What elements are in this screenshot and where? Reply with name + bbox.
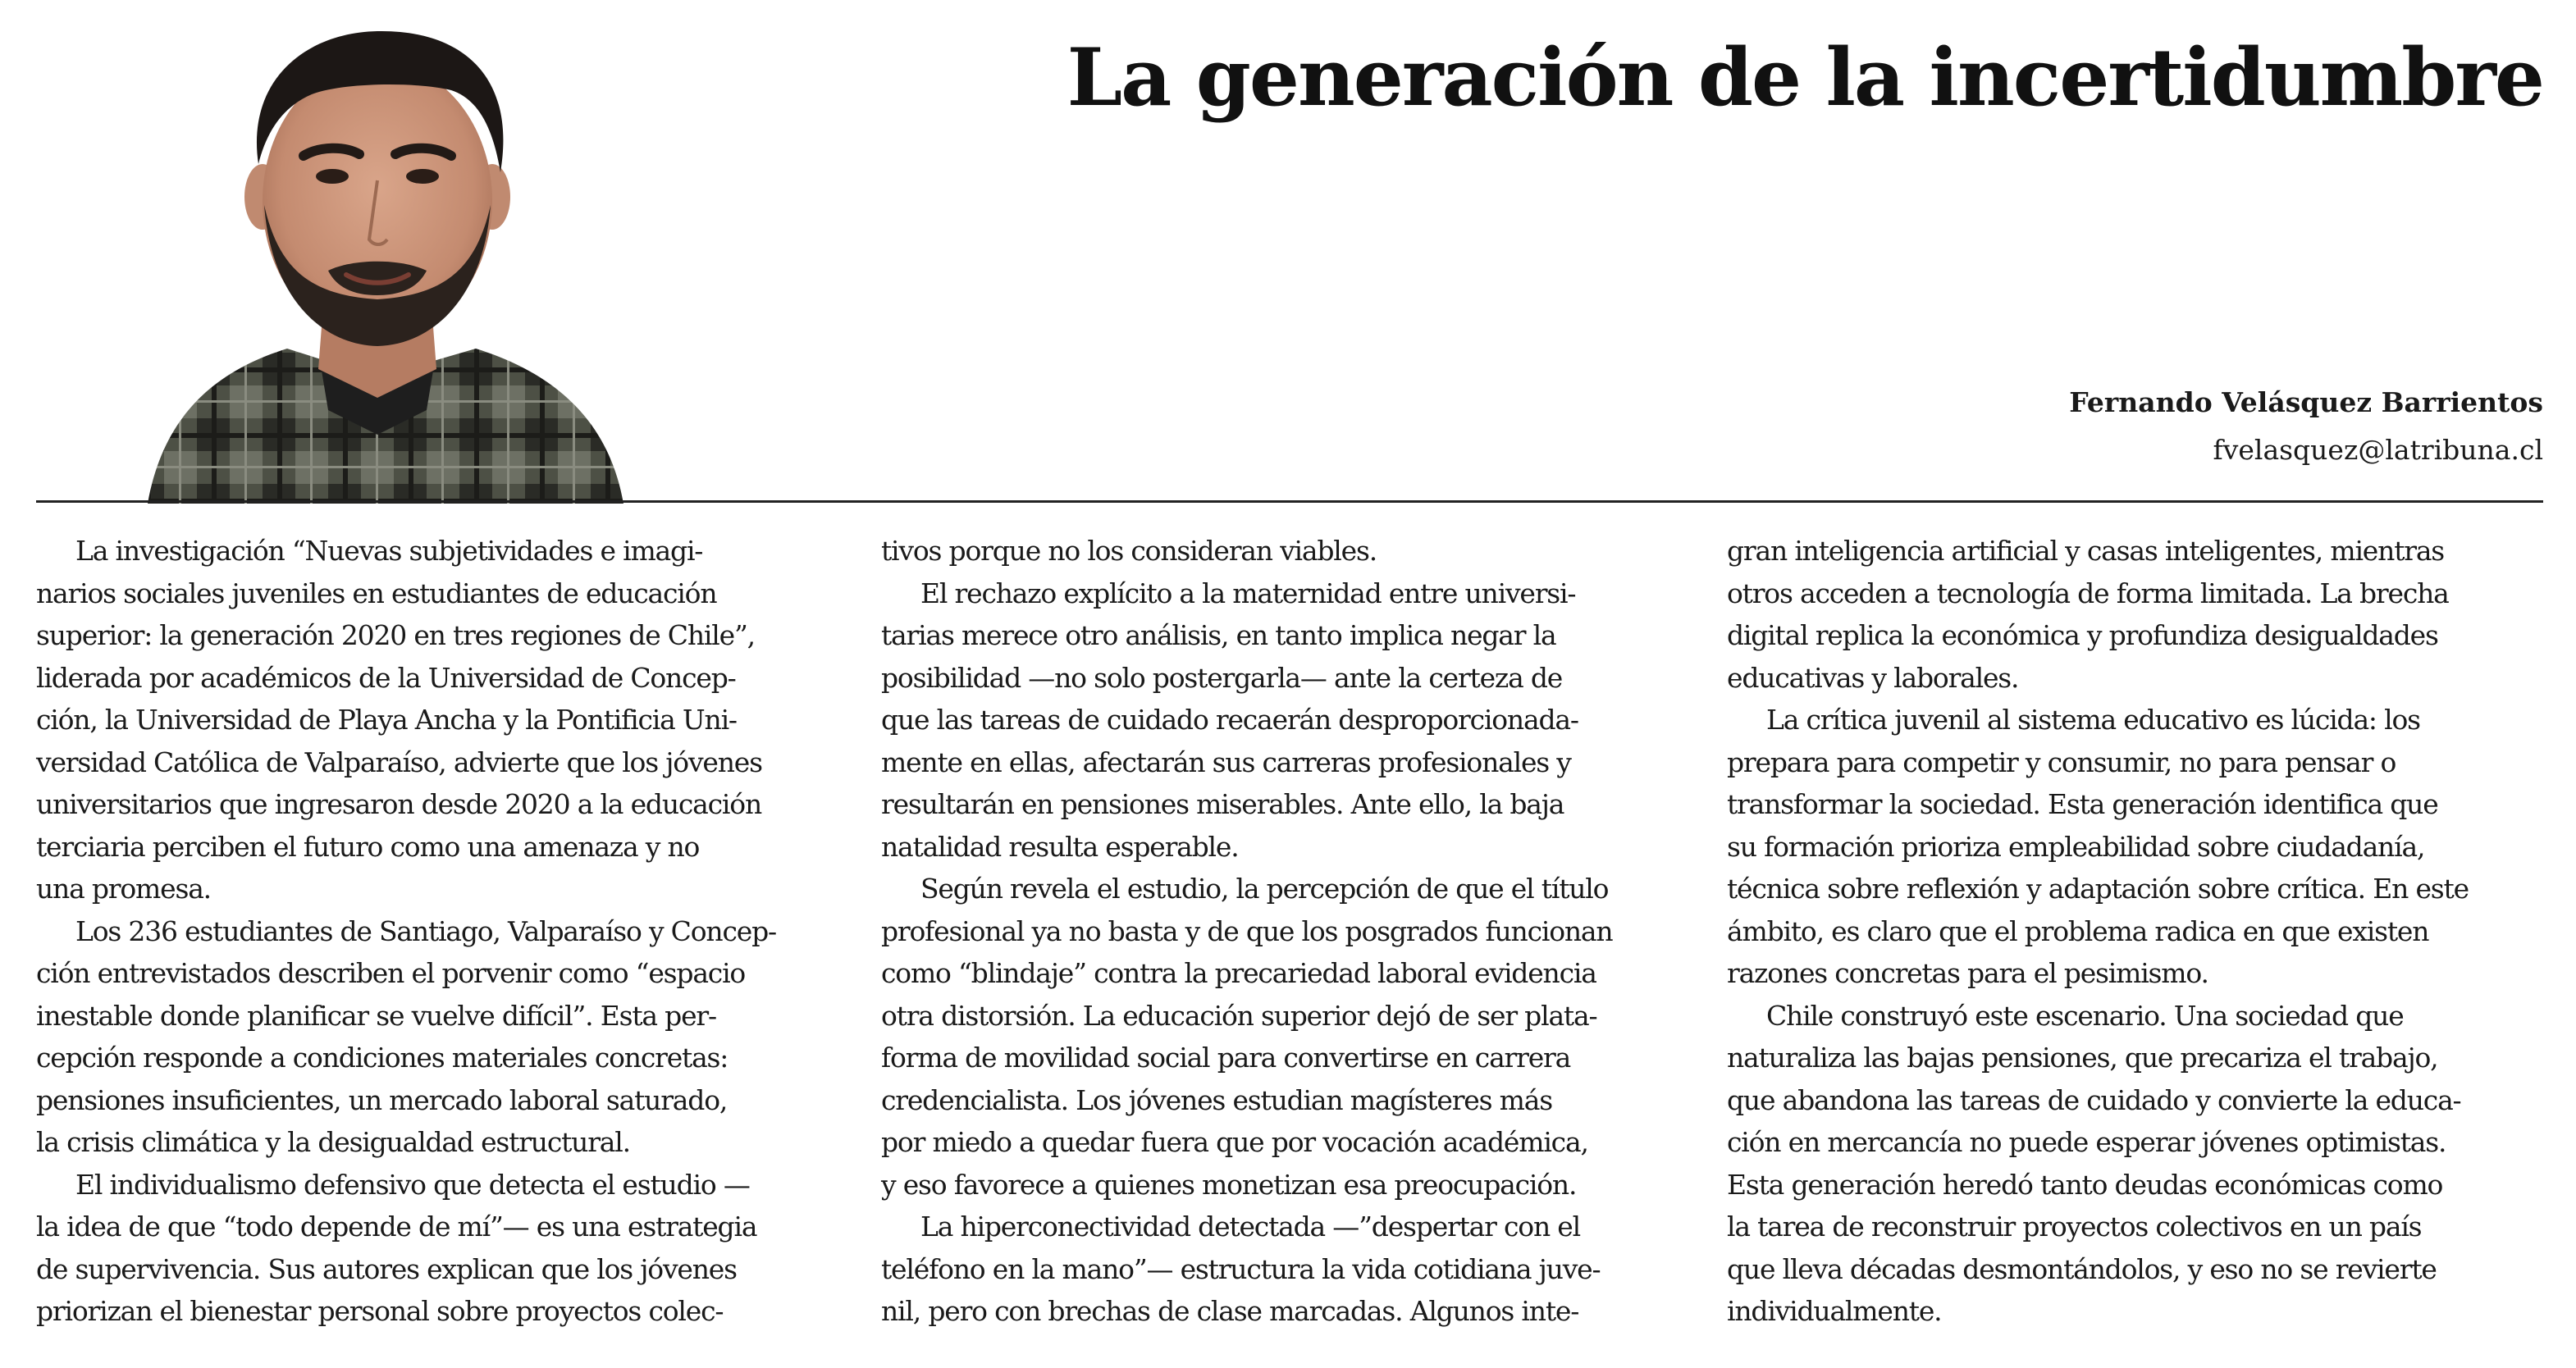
text-line: teléfono en la mano”— estructura la vida cotidiana juve- — [881, 1252, 1601, 1285]
text-line: Esta generación heredó tanto deudas económicas como — [1727, 1168, 2443, 1201]
text-line: inestable donde planificar se vuelve difícil”. Esta per- — [36, 999, 716, 1032]
article-column-2 — [881, 530, 1693, 1333]
text-line: mente en ellas, afectarán sus carreras profesionales y — [881, 746, 1571, 778]
text-line: La hiperconectividad detectada —”despertar con el — [920, 1211, 1580, 1243]
text-line: terciaria perciben el futuro como una amenaza y no — [36, 830, 700, 863]
text-line: ción, la Universidad de Playa Ancha y la Pontificia Uni- — [36, 704, 737, 736]
text-line: priorizan el bienestar personal sobre proyectos colec- — [36, 1295, 724, 1327]
author-email[interactable]: fvelasquez@latribuna.cl — [2213, 434, 2543, 466]
text-line: credencialista. Los jóvenes estudian magísteres más — [881, 1083, 1552, 1116]
text-line: tarias merece otro análisis, en tanto implica negar la — [881, 619, 1556, 651]
text-line: La crítica juvenil al sistema educativo es lúcida: los — [1766, 704, 2420, 736]
text-line: su formación prioriza empleabilidad sobre ciudadanía, — [1727, 830, 2425, 863]
text-line: posibilidad —no solo postergarla— ante la certeza de — [881, 661, 1563, 694]
text-line: gran inteligencia artificial y casas inteligentes, mientras — [1727, 535, 2445, 567]
text-line: naturaliza las bajas pensiones, que precariza el trabajo, — [1727, 1042, 2438, 1074]
text-line: versidad Católica de Valparaíso, advierte que los jóvenes — [36, 746, 762, 778]
text-line: razones concretas para el pesimismo. — [1727, 957, 2208, 989]
text-line: tivos porque no los consideran viables. — [881, 535, 1377, 567]
article-column-3 — [1727, 530, 2539, 1333]
text-line: una promesa. — [36, 873, 211, 905]
text-line: resultarán en pensiones miserables. Ante ello, la baja — [881, 788, 1564, 820]
text-line: ción entrevistados describen el porvenir como “espacio — [36, 957, 746, 989]
text-line: narios sociales juveniles en estudiantes de educación — [36, 577, 717, 609]
text-line: otra distorsión. La educación superior dejó de ser plata- — [881, 999, 1597, 1032]
text-line: individualmente. — [1727, 1295, 1942, 1327]
text-line: liderada por académicos de la Universidad de Concep- — [36, 661, 736, 694]
text-line: transformar la sociedad. Esta generación identifica que — [1727, 788, 2438, 820]
divider — [36, 500, 2543, 503]
text-line: otros acceden a tecnología de forma limitada. La brecha — [1727, 577, 2449, 609]
text-line: superior: la generación 2020 en tres regiones de Chile”, — [36, 619, 755, 651]
author-photo — [131, 25, 632, 504]
text-line: que abandona las tareas de cuidado y convierte la educa- — [1727, 1083, 2461, 1116]
text-line: y eso favorece a quienes monetizan esa preocupación. — [881, 1168, 1577, 1201]
text-line: Según revela el estudio, la percepción de que el título — [920, 873, 1609, 905]
text-line: que las tareas de cuidado recaerán desproporcionada- — [881, 704, 1578, 736]
author-name: Fernando Velásquez Barrientos — [2069, 386, 2543, 418]
text-line: la crisis climática y la desigualdad estructural. — [36, 1126, 630, 1158]
text-line: Chile construyó este escenario. Una sociedad que — [1766, 999, 2404, 1032]
text-line: nil, pero con brechas de clase marcadas. Algunos inte- — [881, 1295, 1579, 1327]
text-line: ción en mercancía no puede esperar jóvenes optimistas. — [1727, 1126, 2446, 1158]
article-column-1 — [36, 530, 848, 1333]
text-line: universitarios que ingresaron desde 2020 a la educación — [36, 788, 761, 820]
headline: La generación de la incertidumbre — [1066, 31, 2543, 124]
text-line: cepción responde a condiciones materiales concretas: — [36, 1042, 728, 1074]
text-line: como “blindaje” contra la precariedad laboral evidencia — [881, 957, 1596, 989]
text-line: forma de movilidad social para convertirse en carrera — [881, 1042, 1571, 1074]
text-line: digital replica la económica y profundiza desigualdades — [1727, 619, 2438, 651]
text-line: El individualismo defensivo que detecta el estudio — — [75, 1168, 750, 1201]
text-line: El rechazo explícito a la maternidad entre universi- — [920, 577, 1576, 609]
text-line: profesional ya no basta y de que los posgrados funcionan — [881, 914, 1613, 947]
text-line: técnica sobre reflexión y adaptación sobre crítica. En este — [1727, 873, 2469, 905]
text-line: La investigación “Nuevas subjetividades e imagi- — [75, 535, 703, 567]
text-line: ámbito, es claro que el problema radica en que existen — [1727, 914, 2429, 947]
text-line: que lleva décadas desmontándolos, y eso no se revierte — [1727, 1252, 2437, 1285]
text-line: de supervivencia. Sus autores explican que los jóvenes — [36, 1252, 737, 1285]
text-line: Los 236 estudiantes de Santiago, Valparaíso y Concep- — [75, 914, 776, 947]
text-line: la tarea de reconstruir proyectos colectivos en un país — [1727, 1211, 2422, 1243]
text-line: pensiones insuficientes, un mercado laboral saturado, — [36, 1083, 728, 1116]
byline — [2069, 379, 2543, 474]
text-line: por miedo a quedar fuera que por vocación académica, — [881, 1126, 1588, 1158]
text-line: natalidad resulta esperable. — [881, 830, 1239, 863]
text-line: prepara para competir y consumir, no para pensar o — [1727, 746, 2396, 778]
text-line: educativas y laborales. — [1727, 661, 2019, 694]
text-line: la idea de que “todo depende de mí”— es una estrategia — [36, 1211, 757, 1243]
